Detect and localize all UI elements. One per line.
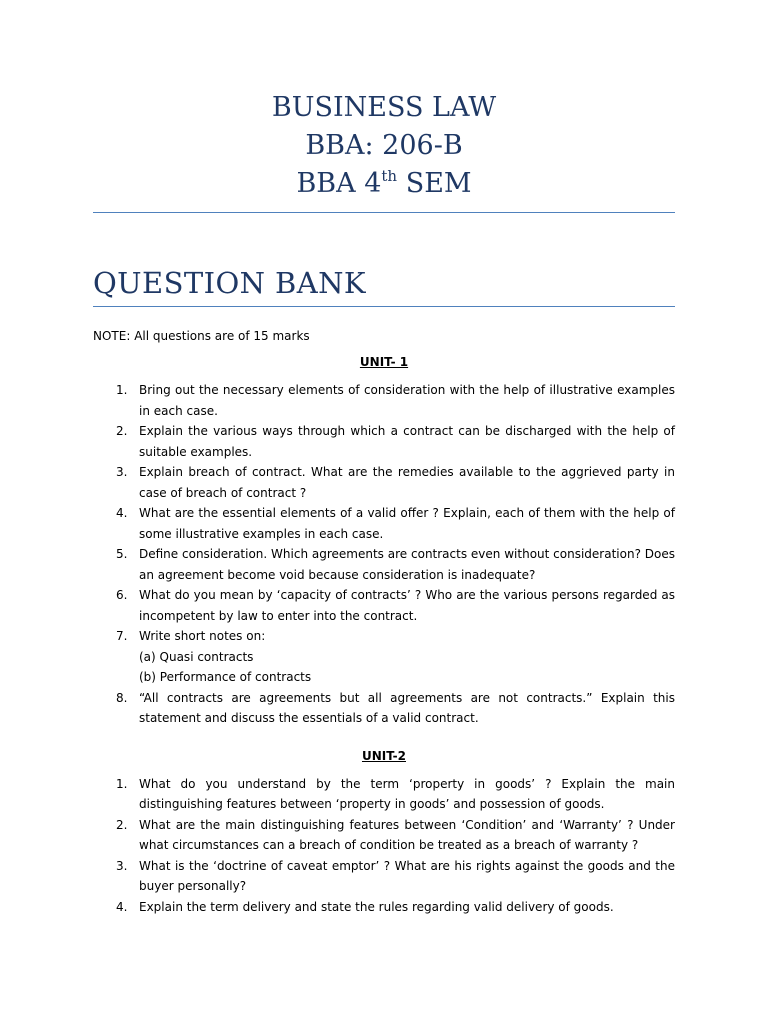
question-text: What do you mean by ‘capacity of contracts’ ? Who are the various persons regarded as incompetent by law to enter into the contract. <box>139 588 675 623</box>
question-number: 2. <box>116 424 128 438</box>
sub-item-performance-of-contracts: (b) Performance of contracts <box>139 670 312 684</box>
question-item <box>93 462 675 503</box>
note-text: NOTE: All questions are of 15 marks <box>93 329 310 343</box>
unit-2-heading: UNIT-2 <box>361 748 406 763</box>
sub-item-quasi-contracts: (a) Quasi contracts <box>139 649 254 664</box>
question-number: 1. <box>116 776 128 791</box>
unit-1-heading: UNIT- 1 <box>359 355 409 369</box>
question-item <box>93 897 675 918</box>
question-number: 6. <box>116 588 128 602</box>
semester-prefix: BBA 4 <box>296 168 382 199</box>
question-text: Explain breach of contract. What are the remedies available to the aggrieved party in case of breach of contract ? <box>139 465 675 500</box>
question-text: “All contracts are agreements but all agreements are not contracts.” Explain this statement and discuss the essentials of a valid contract. <box>139 690 675 725</box>
question-number: 8. <box>116 690 128 705</box>
question-text: What do you understand by the term ‘property in goods’ ? Explain the main distinguishing features between ‘property in goods’ and possession of goods. <box>139 776 675 811</box>
document-page <box>93 0 675 917</box>
question-item <box>93 815 675 856</box>
unit-1-question-list <box>93 380 675 729</box>
question-number: 1. <box>116 383 128 397</box>
header-divider <box>93 212 675 213</box>
question-number: 7. <box>116 629 128 643</box>
semester-suffix: SEM <box>397 168 472 199</box>
question-item <box>93 421 675 462</box>
question-item <box>93 585 675 626</box>
unit-2-question-list <box>93 774 675 918</box>
question-text: What is the ‘doctrine of caveat emptor’ ? What are his rights against the goods and the buyer personally? <box>139 858 675 893</box>
course-code: BBA: 206-B <box>305 130 463 161</box>
question-item <box>93 503 675 544</box>
question-number: 3. <box>116 465 128 479</box>
question-text: Explain the various ways through which a contract can be discharged with the help of suitable examples. <box>139 424 675 459</box>
question-number: 4. <box>116 506 128 520</box>
section-divider <box>93 306 675 307</box>
question-text: Write short notes on: <box>139 629 266 643</box>
question-text: Explain the term delivery and state the rules regarding valid delivery of goods. <box>139 899 614 914</box>
question-item <box>93 626 675 688</box>
question-number: 5. <box>116 547 128 561</box>
document-header <box>93 89 675 206</box>
section-title: QUESTION BANK <box>93 266 366 300</box>
semester-line <box>93 165 675 206</box>
question-text: Bring out the necessary elements of consideration with the help of illustrative examples in each case. <box>139 383 675 418</box>
question-text: What are the main distinguishing features between ‘Condition’ and ‘Warranty’ ? Under what circumstances can a breach of condition be treated as a breach of warranty ? <box>139 817 675 852</box>
question-item <box>93 856 675 897</box>
question-item <box>93 774 675 815</box>
question-item <box>93 688 675 729</box>
question-item <box>93 544 675 585</box>
semester-superscript: th <box>381 167 398 185</box>
question-text: Define consideration. Which agreements are contracts even without consideration? Does an agreement become void because consideration is inadequate? <box>139 547 675 582</box>
question-text: What are the essential elements of a valid offer ? Explain, each of them with the help of some illustrative examples in each case. <box>139 506 675 541</box>
question-number: 3. <box>116 858 128 873</box>
document-title: BUSINESS LAW <box>271 92 497 123</box>
question-number: 2. <box>116 817 128 832</box>
question-number: 4. <box>116 899 128 914</box>
question-item <box>93 380 675 421</box>
